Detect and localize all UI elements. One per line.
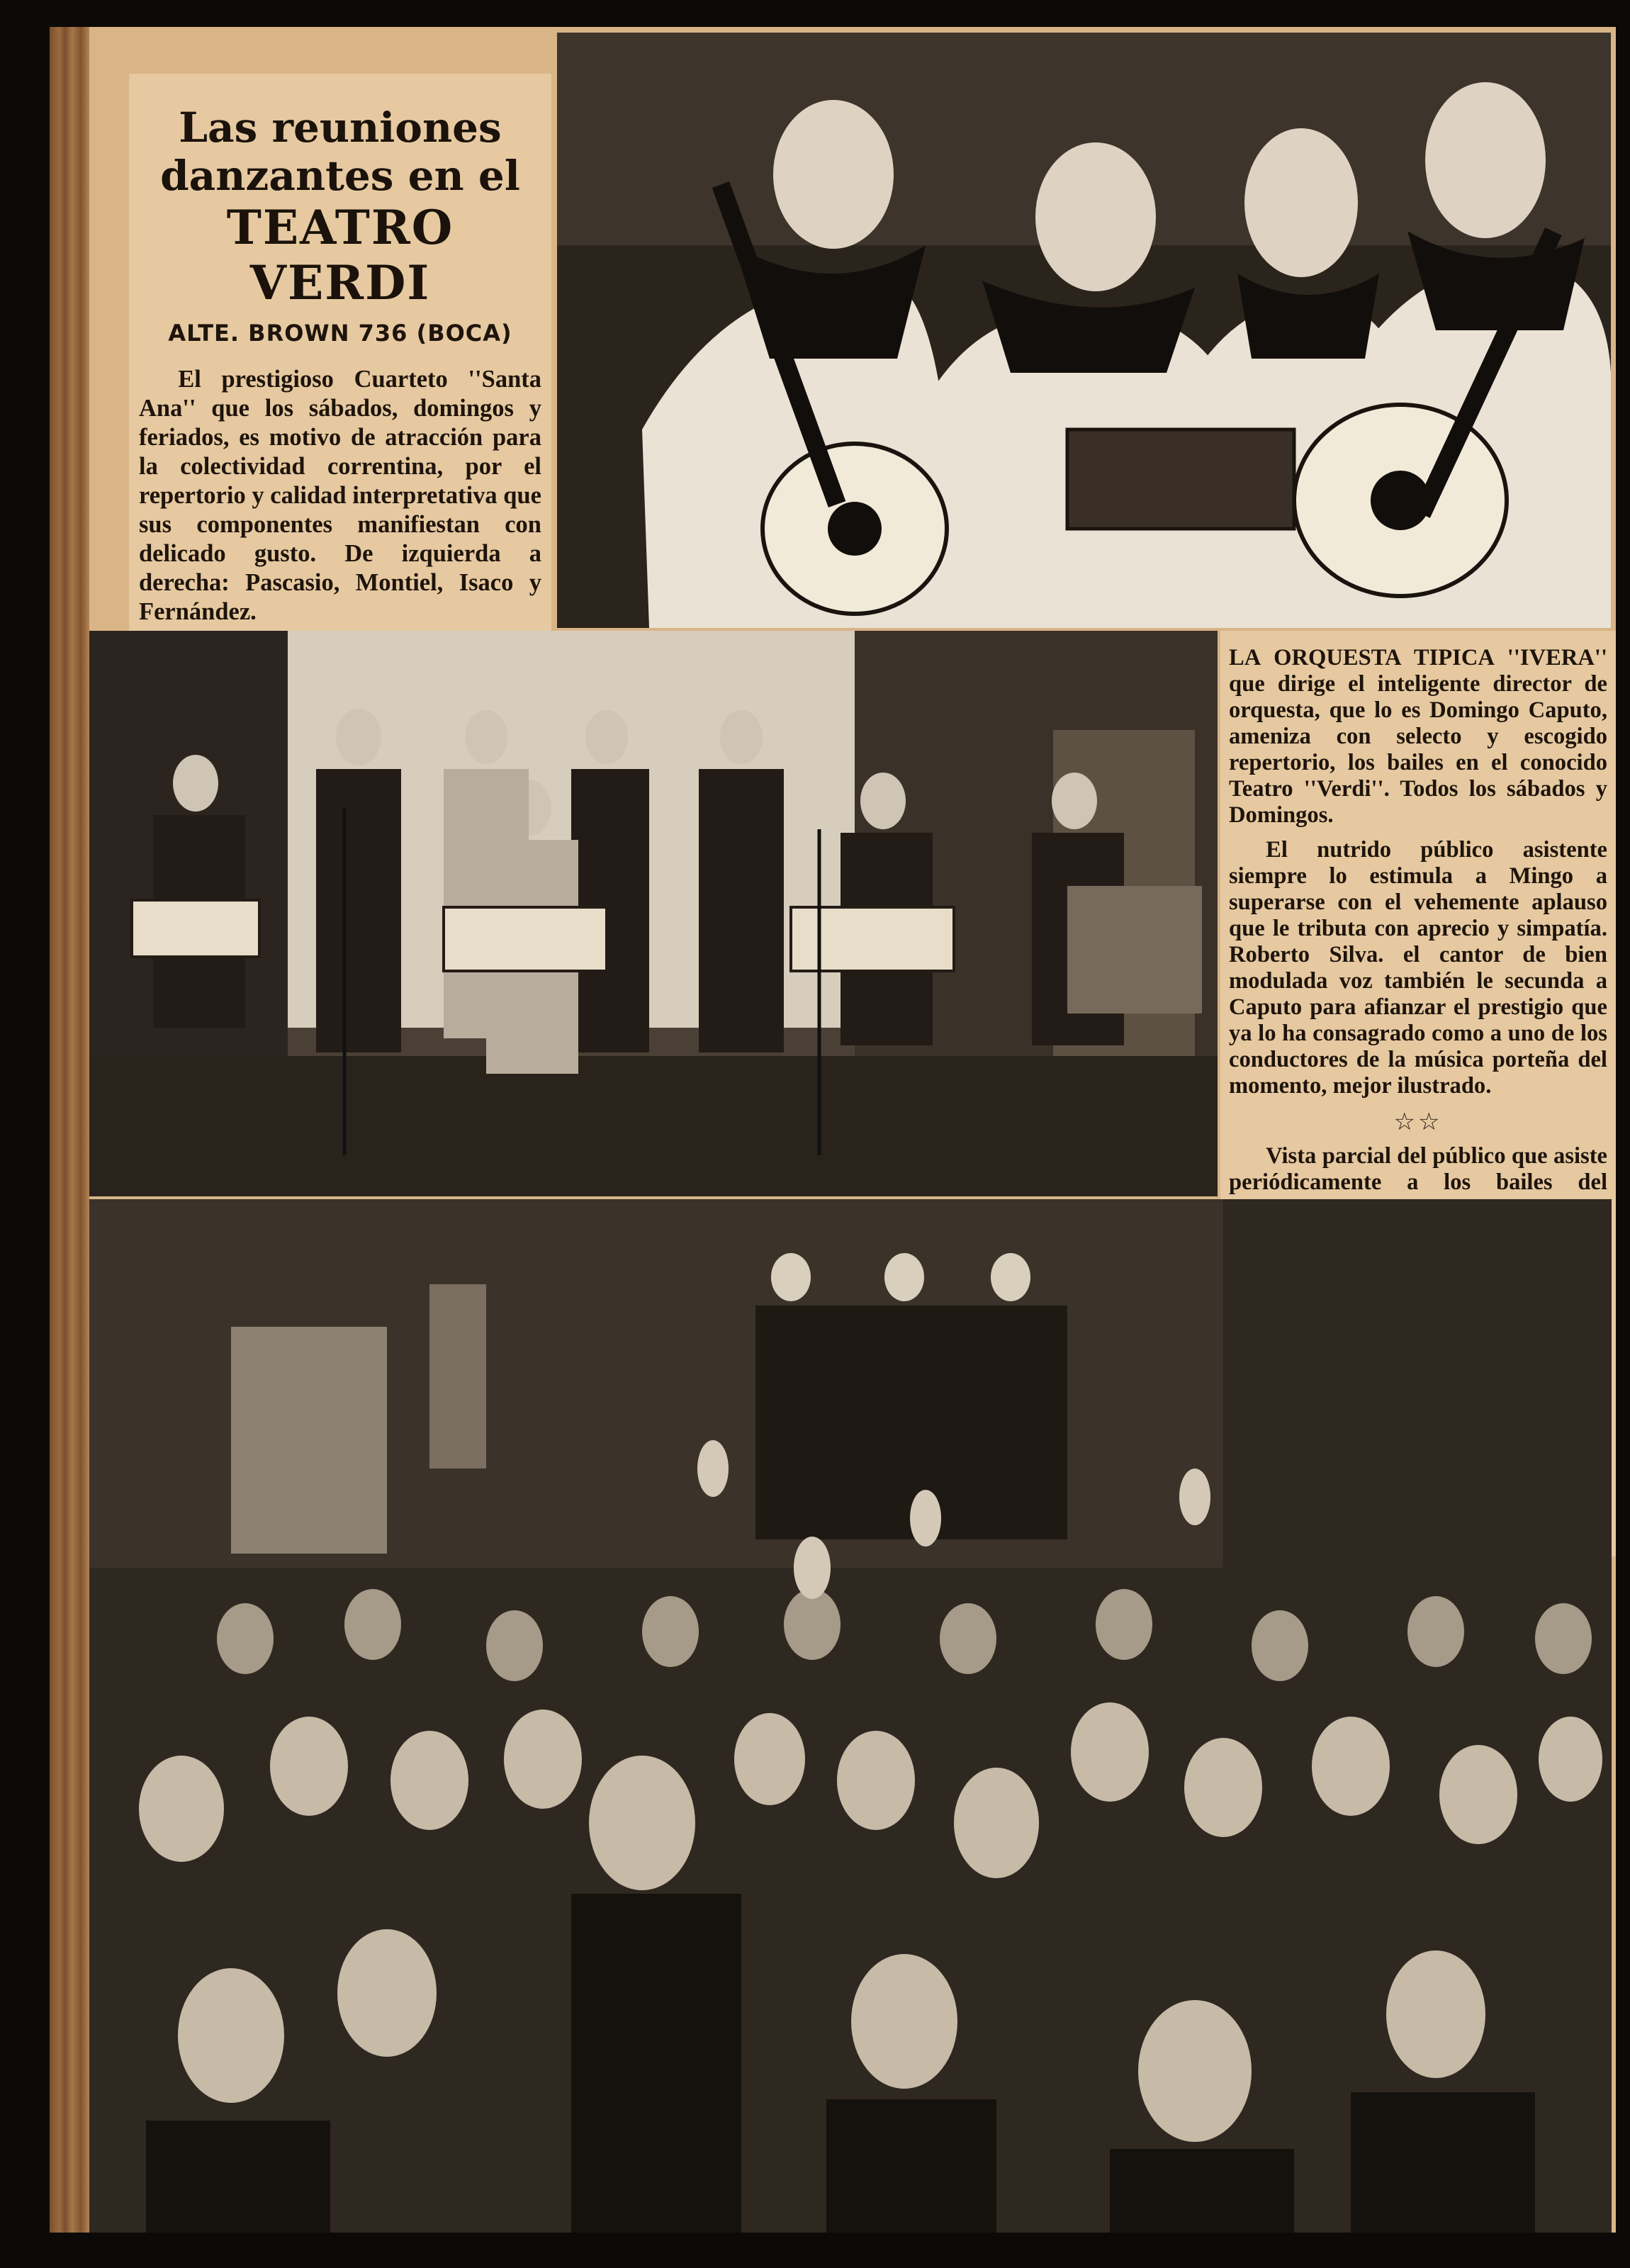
headline-line-2: danzantes en el [160,152,520,201]
address-line: ALTE. BROWN 736 (BOCA) [168,319,512,347]
headline-line-1: Las reuniones [179,103,502,152]
headline-line-3: TEATRO VERDI [226,199,454,310]
headline [129,103,551,311]
article-header [129,74,551,659]
orchestra-photo [89,631,1218,1196]
intro-paragraph: El prestigioso Cuarteto ''Santa Ana'' que los sábados, domingos y feriados, es motivo de atracción para la colectividad correntina, por el repertorio y calidad interpretativa que sus componentes manifiestan con delicado gusto. De izquierda a derecha: Pascasio, Montiel, Isaco y Fernández. [139,365,541,625]
quartet-photo [557,33,1611,628]
public-paragraph: Vista parcial del público que asiste periódicamente a los bailes del [1229,1143,1607,1195]
audience-photo [89,1199,1612,2233]
magazine-page [50,27,1616,2233]
book-spine [50,27,89,2233]
separator-stars: ☆☆ [1393,1108,1443,1136]
orchestra-paragraph: LA ORQUESTA TIPICA ''IVERA'' que dirige el inteligente director de orquesta, que lo es Domingo Caputo, ameniza con selecto y escogido repertorio, los bailes en el conocido Teatro ''Verdi''. Todos los sábados y Domingos. [1229,645,1607,828]
audience-paragraph: El nutrido público asistente siempre lo estimula a Mingo a superarse con el vehemente aplauso que le tributa con aprecio y simpatía. Roberto Silva. el cantor de bien modulada voz también le secunda a Caputo para afianzar el prestigio que ya lo ha consagrado como a uno de los conductores de la música porteña del momento, mejor ilustrado. [1229,837,1607,1099]
